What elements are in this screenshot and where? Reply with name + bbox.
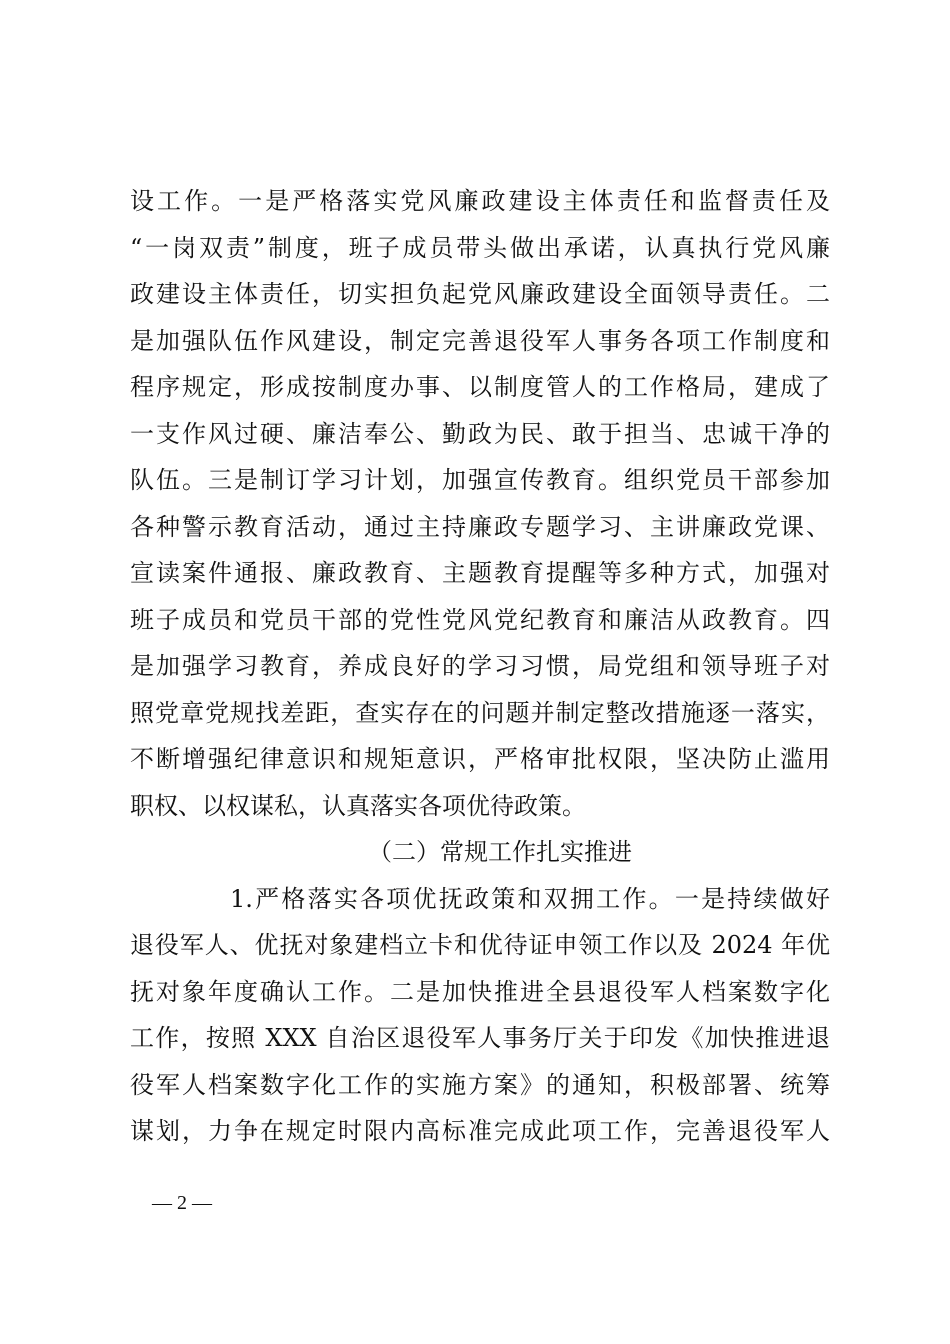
text-line: 退役军人、优抚对象建档立卡和优待证申领工作以及 2024 年优 [130,931,830,959]
text-line: 役军人档案数字化工作的实施方案》的通知，积极部署、统筹 [130,1070,830,1099]
section-heading: （二）常规工作扎实推进 [368,838,632,866]
text-line: 队伍。三是制订学习计划，加强宣传教育。组织党员干部参加 [130,466,830,494]
text-line: 一支作风过硬、廉洁奉公、勤政为民、敢于担当、忠诚干净的 [130,419,830,448]
text-line: 设工作。一是严格落实党风廉政建设主体责任和监督责任及 [130,187,830,215]
text-line: 职权、以权谋私，认真落实各项优待政策。 [130,791,586,820]
text-line: 照党章党规找差距，查实存在的问题并制定整改措施逐一落实， [130,698,830,727]
text-line: 程序规定，形成按制度办事、以制度管人的工作格局，建成了 [130,373,830,401]
text-line: 是加强队伍作风建设，制定完善退役军人事务各项工作制度和 [130,326,830,355]
text-line: 工作，按照 XXX 自治区退役军人事务厅关于印发《加快推进退 [130,1024,830,1052]
text-line: 政建设主体责任，切实担负起党风廉政建设全面领导责任。二 [130,280,830,308]
text-line: 宣读案件通报、廉政教育、主题教育提醒等多种方式，加强对 [130,559,830,587]
text-line: 班子成员和党员干部的党性党风党纪教育和廉洁从政教育。四 [130,605,830,634]
text-line: “一岗双责”制度，班子成员带头做出承诺，认真执行党风廉 [130,233,830,262]
page-number: — 2 — [152,1192,212,1214]
text-line: 各种警示教育活动，通过主持廉政专题学习、主讲廉政党课、 [130,512,830,541]
text-line: 谋划，力争在规定时限内高标准完成此项工作，完善退役军人 [130,1117,830,1145]
text-line: 不断增强纪律意识和规矩意识，严格审批权限，坚决防止滥用 [130,745,830,773]
document-body [130,178,830,1155]
text-line: 1.严格落实各项优抚政策和双拥工作。一是持续做好 [230,884,830,913]
text-line: 抚对象年度确认工作。二是加快推进全县退役军人档案数字化 [130,977,830,1006]
text-line: 是加强学习教育，养成良好的学习习惯，局党组和领导班子对 [130,652,830,680]
